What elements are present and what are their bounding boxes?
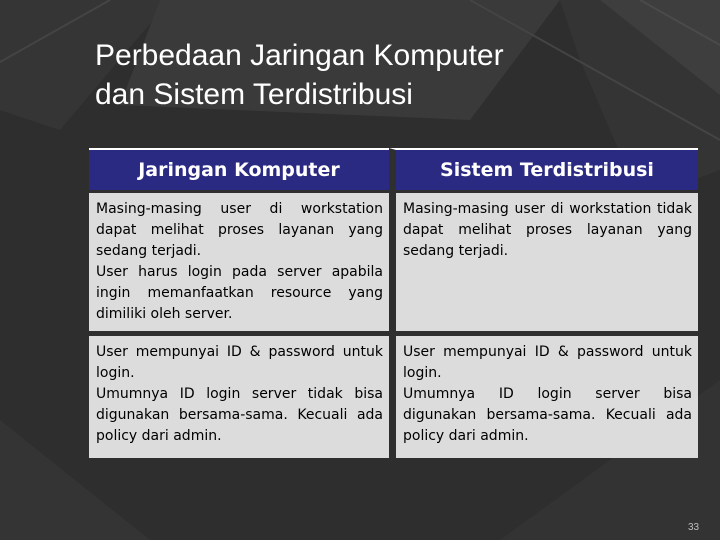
cell-text: Masing-masing user di workstation dapat melihat proses layanan yang sedang terjadi. xyxy=(96,201,383,259)
cell-text: Umumnya ID login server tidak bisa digunakan bersama-sama. Kecuali ada policy dari admin. xyxy=(96,386,383,444)
cell-text: User mempunyai ID & password untuk login. xyxy=(96,344,383,381)
comparison-table xyxy=(89,148,698,458)
table-cell-sistem xyxy=(389,331,698,458)
page-number: 33 xyxy=(688,522,700,533)
cell-text: Umumnya ID login server bisa digunakan bersama-sama. Kecuali ada policy dari admin. xyxy=(403,386,692,444)
header-sistem-terdistribusi: Sistem Terdistribusi xyxy=(389,148,698,190)
table-cell-jaringan xyxy=(89,190,389,331)
cell-text: Masing-masing user di workstation tidak dapat melihat proses layanan yang sedang terjadi. xyxy=(403,201,692,259)
header-jaringan-komputer: Jaringan Komputer xyxy=(89,148,389,190)
table-cell-jaringan xyxy=(89,331,389,458)
cell-text: User harus login pada server apabila ingin memanfaatkan resource yang dimiliki oleh server. xyxy=(96,264,383,322)
slide-title xyxy=(95,36,655,114)
table-cell-sistem xyxy=(389,190,698,331)
table-row xyxy=(89,190,698,331)
title-line-2: dan Sistem Terdistribusi xyxy=(95,78,413,111)
cell-text: User mempunyai ID & password untuk login. xyxy=(403,344,692,381)
table-header-row xyxy=(89,148,698,190)
title-line-1: Perbedaan Jaringan Komputer xyxy=(95,39,504,72)
table-row xyxy=(89,331,698,458)
